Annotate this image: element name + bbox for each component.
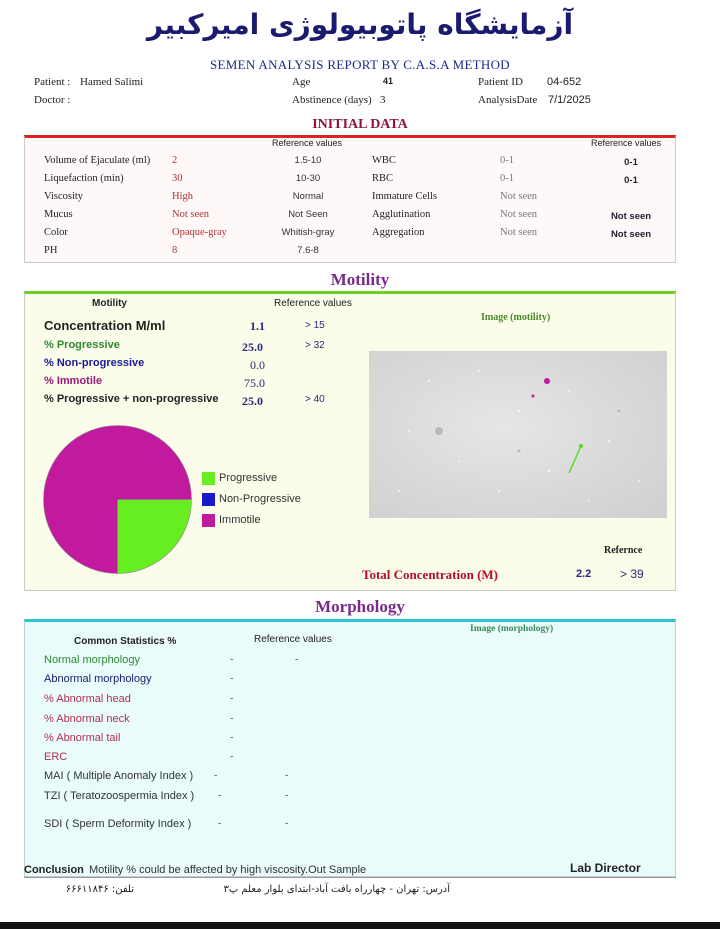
- immotile-cell-marker: [544, 378, 550, 384]
- conclusion-text: Motility % could be affected by high viscosity.Out Sample: [89, 864, 367, 876]
- legend-swatch: [202, 514, 215, 527]
- initial-row-ref: Normal: [292, 191, 324, 202]
- initial-row-ref: 10-30: [295, 173, 321, 184]
- immotile-value: 75.0: [244, 376, 265, 390]
- initial-row-value: 0-1: [500, 155, 514, 166]
- concentration-value: 1.1: [250, 319, 265, 333]
- morphology-row-value: -: [230, 751, 234, 762]
- morphology-row-value: -: [230, 654, 234, 665]
- patient-id-value: 04-652: [547, 76, 582, 88]
- initial-row-ref: 0-1: [624, 175, 638, 186]
- morphology-row-value: -: [230, 713, 234, 724]
- initial-row-ref: 0-1: [624, 157, 638, 168]
- initial-row-value: High: [172, 191, 193, 202]
- sperm-cells-graphic: [369, 351, 667, 518]
- legend-swatch: [202, 493, 215, 506]
- age-value: 41: [383, 76, 394, 86]
- morphology-row-ref: -: [285, 818, 289, 829]
- morphology-row-value: -: [230, 732, 234, 743]
- nonprog-label: % Non-progressive: [44, 357, 145, 369]
- motility-title: Motility: [330, 270, 390, 289]
- initial-row-label: Agglutination: [372, 209, 431, 220]
- total-motile-value: 25.0: [242, 394, 263, 408]
- initial-row-value: 30: [172, 173, 183, 184]
- patient-label: Patient :: [34, 76, 71, 88]
- concentration-label: Concentration M/ml: [44, 318, 166, 333]
- lab-name-title: آزمایشگاه پاتوبیولوژی امیرکبیر: [146, 8, 574, 41]
- progressive-track-arrow: [569, 446, 581, 473]
- initial-row-ref: Not Seen: [288, 209, 328, 220]
- morphology-col-header: Common Statistics %: [74, 636, 177, 647]
- morphology-row-value: -: [214, 770, 218, 781]
- progressive-ref: > 32: [305, 340, 325, 351]
- legend-swatch: [202, 472, 215, 485]
- morphology-row-label: % Abnormal head: [44, 693, 131, 705]
- reference-heading: Refernce: [604, 545, 643, 556]
- morphology-row-label: SDI ( Sperm Deformity Index ): [44, 818, 192, 830]
- initial-row-ref: Not seen: [610, 211, 652, 222]
- initial-row-ref: 7.6-8: [297, 245, 319, 256]
- initial-row-value: Not seen: [500, 209, 538, 220]
- initial-row-label: RBC: [372, 173, 394, 184]
- motility-col-header: Motility: [92, 298, 127, 309]
- morphology-row-value: -: [218, 790, 222, 801]
- report-subtitle: SEMEN ANALYSIS REPORT BY C.A.S.A METHOD: [210, 57, 510, 72]
- initial-row-label: Immature Cells: [372, 191, 438, 202]
- morphology-row-label: MAI ( Multiple Anomaly Index ): [44, 770, 194, 782]
- conclusion-label: Conclusion: [24, 864, 84, 876]
- legend-label: Non-Progressive: [219, 493, 301, 505]
- morphology-title: Morphology: [315, 597, 405, 616]
- initial-row-label: Volume of Ejaculate (ml): [44, 155, 151, 166]
- footer-divider: [24, 877, 676, 878]
- motility-pie-chart: [40, 422, 195, 577]
- initial-row-ref: Not seen: [610, 229, 652, 240]
- total-concentration-label: Total Concentration (M): [362, 567, 499, 582]
- morphology-ref-header: Reference values: [254, 634, 332, 645]
- morphology-row-label: Abnormal morphology: [44, 673, 152, 685]
- initial-row-value: Opaque-gray: [172, 227, 227, 238]
- initial-row-label: Liquefaction (min): [44, 173, 124, 184]
- pie-slice-progressive: [118, 500, 192, 574]
- motility-ref-header: Reference values: [274, 298, 352, 309]
- morphology-row-value: -: [230, 673, 234, 684]
- initial-row-ref: Whitish-gray: [281, 227, 335, 238]
- patient-name: Hamed Salimi: [80, 76, 144, 88]
- doctor-label: Doctor :: [34, 94, 71, 106]
- total-concentration-ref: > 39: [620, 567, 644, 581]
- lab-director: Lab Director: [570, 861, 641, 875]
- lab-phone: تلفن: ۶۶۶۱۱۸۴۶: [65, 884, 134, 895]
- total-motile-label: % Progressive + non-progressive: [44, 393, 219, 405]
- total-motile-ref: > 40: [305, 394, 325, 405]
- progressive-label: % Progressive: [44, 339, 120, 351]
- morphology-row-label: % Abnormal tail: [44, 732, 121, 744]
- initial-row-value: Not seen: [500, 227, 538, 238]
- concentration-ref: > 15: [305, 320, 325, 331]
- initial-row-value: 2: [172, 155, 178, 166]
- initial-ref-header-right: Reference values: [591, 138, 662, 148]
- initial-row-ref: 1.5-10: [294, 155, 322, 166]
- initial-row-label: WBC: [372, 155, 396, 166]
- bottom-bar: [0, 922, 720, 929]
- initial-ref-header-left: Reference values: [272, 138, 343, 148]
- morphology-row-label: Normal morphology: [44, 654, 140, 666]
- motility-image-label: Image (motility): [481, 312, 551, 323]
- initial-data-title: INITIAL DATA: [312, 117, 408, 132]
- patient-id-label: Patient ID: [478, 76, 523, 88]
- initial-row-value: 0-1: [500, 173, 514, 184]
- initial-row-value: Not seen: [172, 209, 210, 220]
- morphology-row-ref: -: [285, 790, 289, 801]
- morphology-row-ref: -: [295, 654, 299, 665]
- initial-row-value: Not seen: [500, 191, 538, 202]
- lab-address: آدرس: تهران - چهارراه بافت آباد-ابتدای بلوار معلم پ٣: [223, 884, 450, 895]
- initial-row-value: 8: [172, 245, 178, 256]
- initial-row-label: Aggregation: [372, 227, 425, 238]
- motility-microscope-image: [369, 351, 667, 518]
- abstinence-value: 3: [380, 94, 386, 106]
- morphology-row-label: % Abnormal neck: [44, 713, 130, 725]
- abstinence-label: Abstinence (days): [292, 94, 372, 106]
- legend-label: Immotile: [219, 514, 261, 526]
- morphology-row-label: ERC: [44, 751, 68, 763]
- analysis-date-value: 7/1/2025: [548, 94, 591, 106]
- initial-row-label: Color: [44, 227, 68, 238]
- initial-row-label: Viscosity: [44, 191, 84, 202]
- total-concentration-value: 2.2: [576, 568, 592, 580]
- morphology-row-ref: -: [285, 770, 289, 781]
- immotile-label: % Immotile: [44, 375, 103, 387]
- nonprog-value: 0.0: [250, 358, 265, 372]
- morphology-row-value: -: [230, 693, 234, 704]
- morphology-image-label: Image (morphology): [470, 624, 554, 634]
- analysis-date-label: AnalysisDate: [478, 94, 538, 106]
- morphology-row-value: -: [218, 818, 222, 829]
- progressive-value: 25.0: [242, 340, 263, 354]
- initial-row-label: Mucus: [44, 209, 73, 220]
- age-label: Age: [292, 76, 311, 88]
- legend-label: Progressive: [219, 472, 278, 484]
- morphology-row-label: TZI ( Teratozoospermia Index ): [44, 790, 195, 802]
- initial-row-label: PH: [44, 245, 58, 256]
